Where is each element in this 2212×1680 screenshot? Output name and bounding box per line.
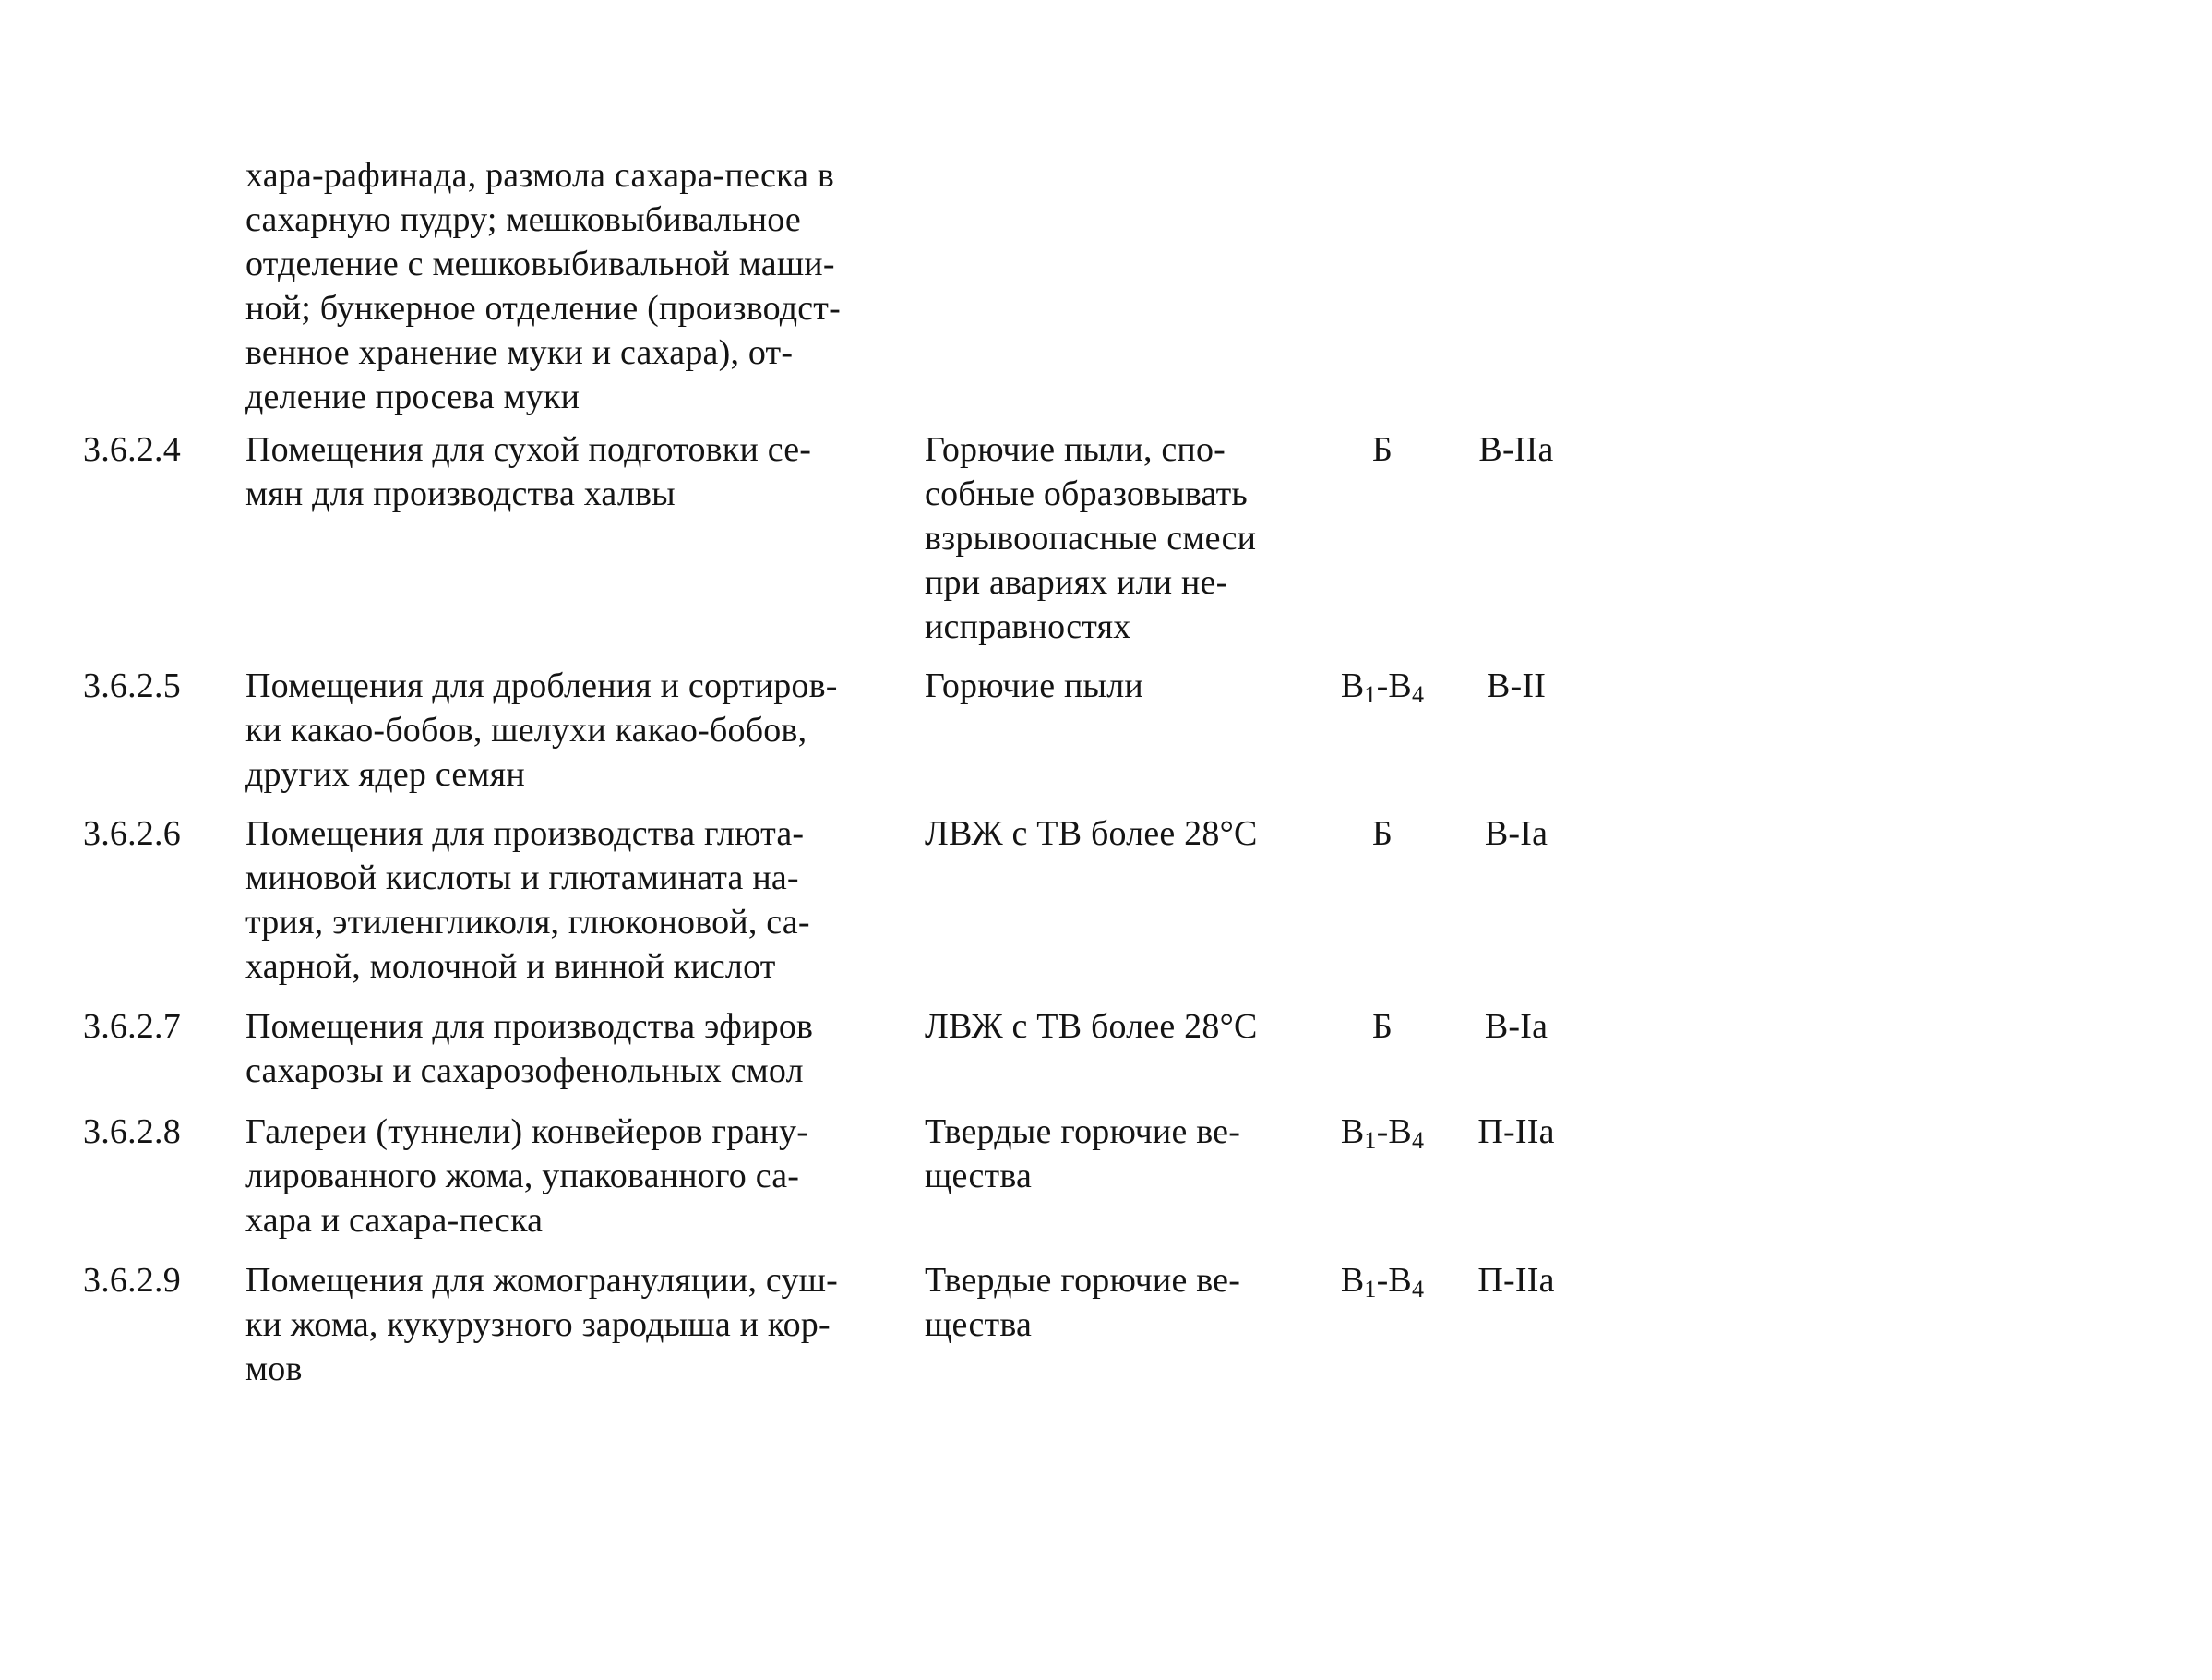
category-letter: В bbox=[1388, 1112, 1412, 1151]
item-number: 3.6.2.5 bbox=[83, 666, 181, 705]
room-description bbox=[245, 1110, 919, 1242]
description-line: харной, молочной и винной кислот bbox=[245, 947, 776, 986]
description-line: сахарозы и сахарозофенольных смол bbox=[245, 1051, 804, 1090]
description-line: ки какао-бобов, шелухи какао-бобов, bbox=[245, 711, 807, 750]
description-line: венное хранение муки и сахара), от- bbox=[245, 333, 794, 372]
substance-line: Горючие пыли, спо- bbox=[925, 430, 1226, 469]
category-separator: - bbox=[1376, 1112, 1389, 1151]
description-line: хара-рафинада, размола сахара-песка в bbox=[245, 156, 835, 195]
zone-class: П-IIа bbox=[1477, 1261, 1555, 1300]
room-category bbox=[1318, 664, 1447, 708]
substance-line: ЛВЖ с ТВ более 28°С bbox=[925, 1007, 1258, 1046]
room-description bbox=[245, 153, 919, 419]
category-letter: В bbox=[1340, 1261, 1365, 1300]
substance-line: ЛВЖ с ТВ более 28°С bbox=[925, 814, 1258, 853]
substance-description bbox=[925, 427, 1312, 649]
category-letter: В bbox=[1340, 1112, 1365, 1151]
substance-line: щества bbox=[925, 1157, 1033, 1195]
zone-class: В-II bbox=[1486, 666, 1547, 705]
substance-line: Твердые горючие ве- bbox=[925, 1112, 1241, 1151]
description-line: хара и сахара-песка bbox=[245, 1201, 544, 1240]
category-separator: - bbox=[1376, 666, 1389, 705]
category-letter: В bbox=[1388, 666, 1412, 705]
description-line: Галереи (туннели) конвейеров грану- bbox=[245, 1112, 809, 1151]
room-category bbox=[1318, 1258, 1447, 1302]
category-separator: - bbox=[1376, 1261, 1389, 1300]
room-category: Б bbox=[1371, 430, 1393, 469]
category-letter: В bbox=[1388, 1261, 1412, 1300]
zone-class: В-Iа bbox=[1484, 814, 1548, 853]
description-line: миновой кислоты и глютамината на- bbox=[245, 858, 799, 897]
substance-description bbox=[925, 1258, 1312, 1347]
zone-class: В-IIа bbox=[1478, 430, 1554, 469]
description-line: Помещения для производства глюта- bbox=[245, 814, 805, 853]
substance-description bbox=[925, 811, 1312, 856]
room-description bbox=[245, 1004, 919, 1093]
zone-class: П-IIа bbox=[1477, 1112, 1555, 1151]
substance-line: Твердые горючие ве- bbox=[925, 1261, 1241, 1300]
substance-description bbox=[925, 1004, 1312, 1049]
description-line: мян для производства халвы bbox=[245, 474, 676, 513]
room-category: Б bbox=[1371, 814, 1393, 853]
category-subscript: 4 bbox=[1411, 1276, 1425, 1302]
item-number: 3.6.2.6 bbox=[83, 814, 181, 853]
item-number: 3.6.2.8 bbox=[83, 1112, 181, 1151]
room-description bbox=[245, 427, 919, 516]
category-letter: В bbox=[1340, 666, 1365, 705]
item-number: 3.6.2.9 bbox=[83, 1261, 181, 1300]
description-line: лированного жома, упакованного са- bbox=[245, 1157, 800, 1195]
room-description bbox=[245, 664, 919, 797]
room-category bbox=[1318, 1110, 1447, 1154]
description-line: других ядер семян bbox=[245, 755, 525, 794]
room-category: Б bbox=[1371, 1007, 1393, 1046]
zone-class: В-Iа bbox=[1484, 1007, 1548, 1046]
substance-line: при авариях или не- bbox=[925, 563, 1228, 602]
room-description bbox=[245, 1258, 919, 1391]
description-line: ной; бункерное отделение (производст- bbox=[245, 289, 841, 328]
category-subscript: 1 bbox=[1364, 681, 1377, 708]
description-line: мов bbox=[245, 1350, 303, 1388]
category-subscript: 1 bbox=[1364, 1276, 1377, 1302]
substance-description bbox=[925, 664, 1312, 708]
substance-line: исправностях bbox=[925, 607, 1131, 646]
substance-line: щества bbox=[925, 1305, 1033, 1344]
substance-line: взрывоопасные смеси bbox=[925, 519, 1257, 558]
description-line: деление просева муки bbox=[245, 378, 580, 416]
description-line: ки жома, кукурузного зародыша и кор- bbox=[245, 1305, 831, 1344]
description-line: сахарную пудру; мешковыбивальное bbox=[245, 200, 801, 239]
substance-line: собные образовывать bbox=[925, 474, 1248, 513]
description-line: Помещения для сухой подготовки се- bbox=[245, 430, 812, 469]
category-subscript: 1 bbox=[1364, 1127, 1377, 1154]
category-subscript: 4 bbox=[1411, 681, 1425, 708]
category-subscript: 4 bbox=[1411, 1127, 1425, 1154]
description-line: трия, этиленгликоля, глюконовой, са- bbox=[245, 903, 810, 942]
description-line: Помещения для жомогрануляции, суш- bbox=[245, 1261, 838, 1300]
description-line: отделение с мешковыбивальной маши- bbox=[245, 245, 835, 283]
room-description bbox=[245, 811, 919, 989]
item-number: 3.6.2.7 bbox=[83, 1007, 181, 1046]
description-line: Помещения для производства эфиров bbox=[245, 1007, 814, 1046]
description-line: Помещения для дробления и сортиров- bbox=[245, 666, 838, 705]
item-number: 3.6.2.4 bbox=[83, 430, 181, 469]
substance-line: Горючие пыли bbox=[925, 666, 1143, 705]
substance-description bbox=[925, 1110, 1312, 1198]
